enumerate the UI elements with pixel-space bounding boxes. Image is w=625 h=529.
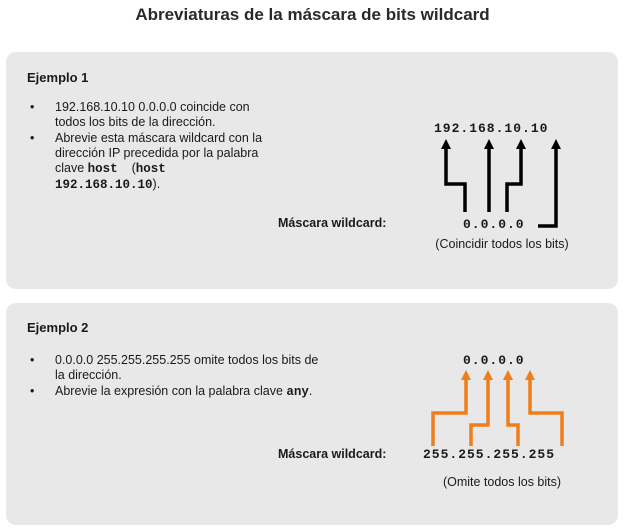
example-1-title: Ejemplo 1 (27, 70, 89, 85)
example-2-caption: (Omite todos los bits) (442, 475, 562, 489)
example-2-arrows (433, 375, 562, 446)
example-1-bullet-1: • 192.168.10.10 0.0.0.0 coincide con todos los bits de la dirección. (24, 100, 269, 130)
example-2-arrow-octet-3 (508, 375, 518, 446)
example-2-bullet-2: • Abrevie la expresión con la palabra clave any. (24, 384, 324, 400)
example-2-title: Ejemplo 2 (27, 320, 89, 335)
example-2-arrow-octet-4 (530, 375, 562, 446)
host-command: host 192.168.10.10 (55, 162, 166, 192)
example-2-arrow-octet-1 (433, 375, 466, 446)
host-keyword: host (87, 162, 118, 176)
example-1-arrow-octet-4 (538, 144, 556, 226)
example-1-arrows (446, 144, 556, 226)
example-1-wildcard-mask: 0.0.0.0 (463, 217, 525, 232)
example-2-mask-label: Máscara wildcard: (278, 447, 387, 461)
any-keyword: any (286, 385, 309, 399)
example-1-mask-label: Máscara wildcard: (278, 216, 387, 230)
example-2-bullet-1: • 0.0.0.0 255.255.255.255 omite todos los bits de la dirección. (24, 353, 324, 383)
example-1-caption: (Coincidir todos los bits) (435, 237, 569, 251)
example-1-ip-address: 192.168.10.10 (434, 121, 549, 136)
example-2-arrow-octet-2 (471, 375, 488, 446)
page-title: Abreviaturas de la máscara de bits wildcard (135, 5, 490, 24)
example-2-wildcard-mask: 255.255.255.255 (423, 447, 556, 462)
example-1-arrow-octet-3 (507, 144, 521, 212)
example-2-ip-address: 0.0.0.0 (463, 353, 525, 368)
example-1-arrow-octet-1 (446, 144, 465, 212)
example-1-bullet-2: • Abrevie esta máscara wildcard con la dirección IP precedida por la palabra clave host (host 192.168.10.10). (24, 131, 269, 193)
